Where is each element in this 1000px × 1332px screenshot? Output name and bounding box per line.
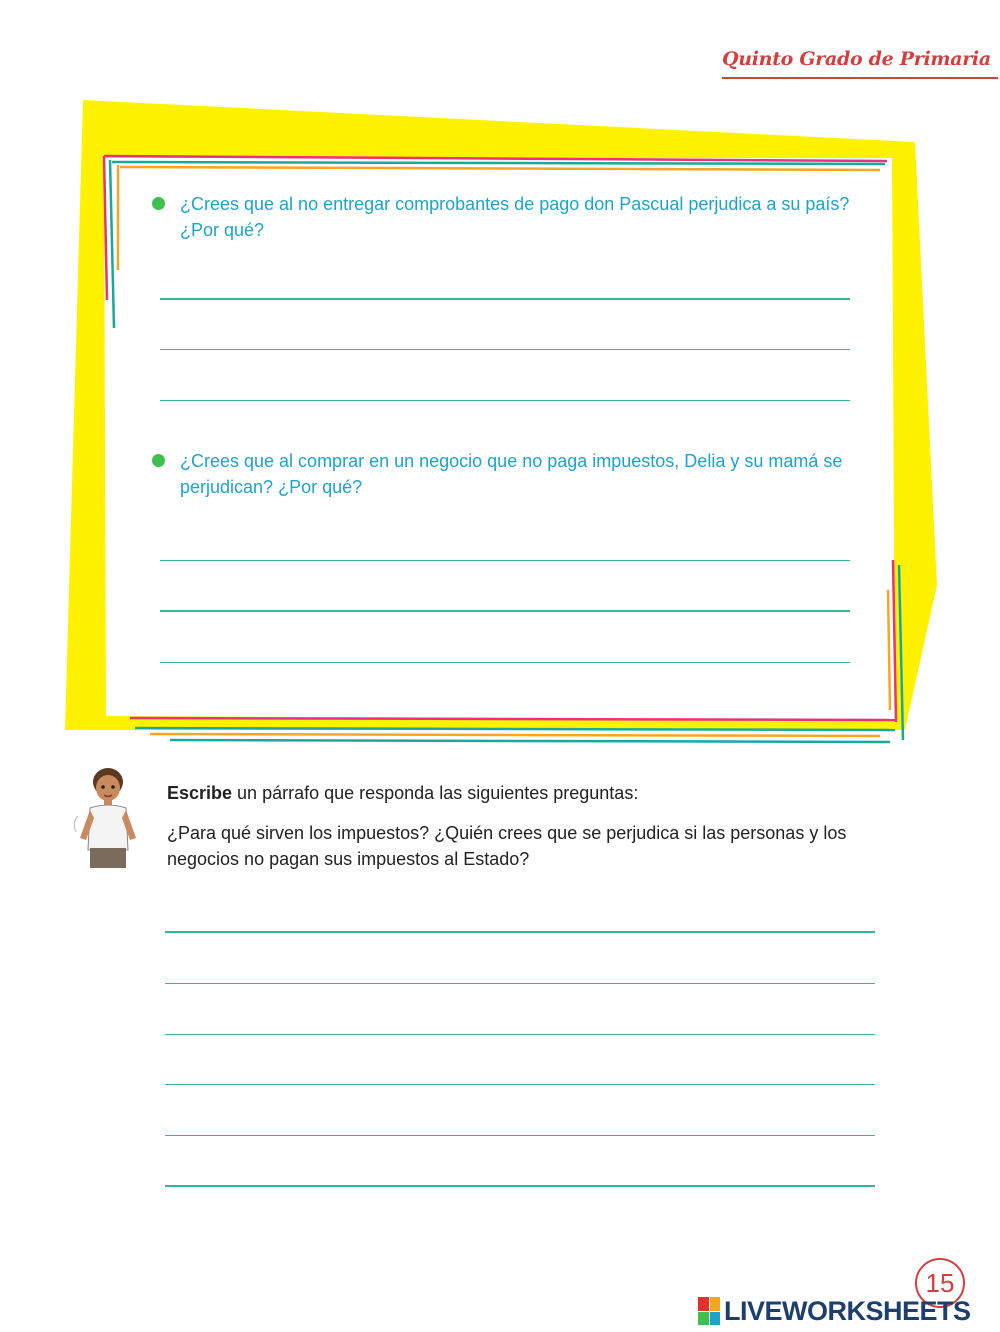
- bullet-icon: [152, 197, 165, 210]
- answer-line[interactable]: [160, 560, 850, 561]
- answer-line[interactable]: [160, 400, 850, 401]
- liveworksheets-brand: [698, 1296, 971, 1326]
- instruction: [167, 783, 887, 804]
- bullet-icon: [152, 454, 165, 467]
- instruction-rest: un párrafo que responda las siguientes preguntas:: [232, 783, 639, 803]
- answer-line[interactable]: [160, 610, 850, 612]
- liveworksheets-logo-icon: [698, 1297, 720, 1325]
- answer-line[interactable]: [165, 1084, 875, 1085]
- answer-line[interactable]: [160, 298, 850, 300]
- page-number: 15: [915, 1258, 965, 1308]
- question-2-text: ¿Crees que al comprar en un negocio que no paga impuestos, Delia y su mamá se perjudican? ¿Por qué?: [180, 451, 843, 497]
- boy-illustration: [72, 762, 144, 868]
- answer-line[interactable]: [165, 983, 875, 984]
- page-header-title: Quinto Grado de Primaria: [722, 48, 991, 70]
- prompt-paragraph: ¿Para qué sirven los impuestos? ¿Quién crees que se perjudica si las personas y los negocios no pagan sus impuestos al Estado?: [167, 823, 847, 869]
- answer-line[interactable]: [165, 1034, 875, 1035]
- question-1-text: ¿Crees que al no entregar comprobantes de pago don Pascual perjudica a su país? ¿Por qué?: [180, 194, 850, 240]
- answer-line[interactable]: [165, 1185, 875, 1187]
- answer-line[interactable]: [160, 349, 850, 350]
- instruction-bold: Escribe: [167, 783, 233, 803]
- answer-line[interactable]: [165, 1135, 875, 1136]
- frame-stroke-bottom-4: [170, 740, 890, 742]
- frame-stroke-bottom-3: [150, 734, 880, 736]
- brand-text: LIVEWORKSHEETS: [724, 1295, 971, 1326]
- answer-line[interactable]: [165, 931, 875, 933]
- answer-line[interactable]: [160, 662, 850, 663]
